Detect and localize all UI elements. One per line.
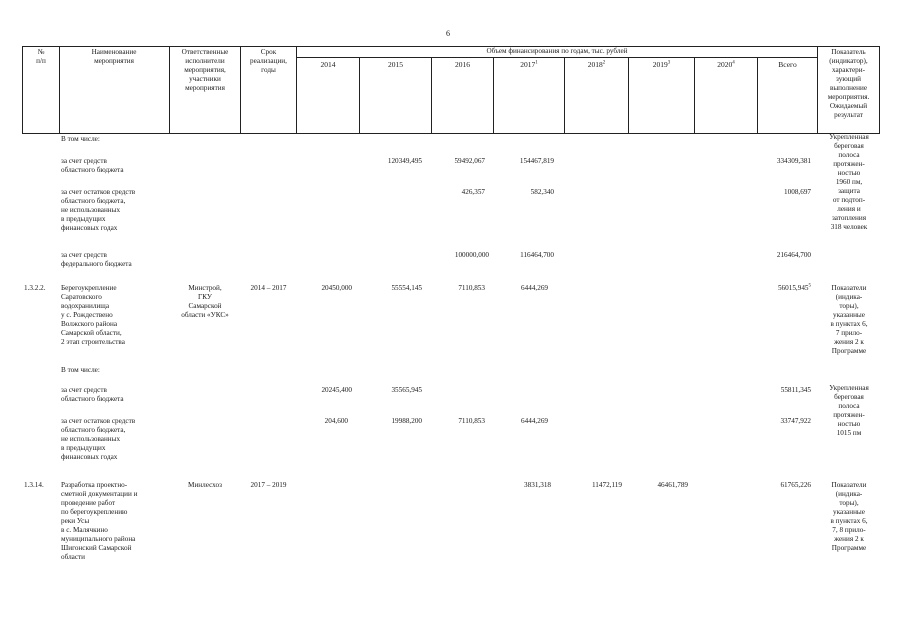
row-federal-budget-2017: 116464,700 [520,251,554,259]
row-1-3-2-2-responsible: Минстрой, ГКУ Самарской области «УКС» [181,284,229,319]
row-1-3-14-responsible: Минлесхоз [188,481,222,489]
year-2016: 2016 [455,60,470,69]
row-federal-budget-2016: 100000,000 [454,251,489,259]
row-1-3-14-2017: 3831,318 [524,481,551,489]
row-1-3-14-2019: 46461,789 [657,481,688,489]
row-1-3-2-2-num: 1.3.2.2. [24,284,46,292]
year-total: Всего [778,60,797,69]
row-2-remaining-funds-2014: 204,600 [324,417,348,425]
row-1-3-2-2-term: 2014 – 2017 [250,284,287,292]
row-2-regional-budget-2015: 35565,945 [391,386,422,394]
row-remaining-funds-2016: 426,357 [461,188,485,196]
row-1-3-14-total: 61765,226 [780,481,811,489]
row-2-remaining-funds-2017: 6444,269 [521,417,548,425]
row-1-3-2-2-total: 56015,945$^5$ [777,283,811,292]
year-2020: 2020$^4$ [717,60,735,69]
row-1-3-2-2-2015: 55554,145 [391,284,422,292]
row-1-3-2-2-2014: 20450,000 [321,284,352,292]
row-1-3-2-2-indicator: Показатели (индика- торы), указанные в пунктах 6, 7 прило- жения 2 к Программе [830,284,868,355]
row-2-regional-budget-name: за счет средств областного бюджета [61,386,124,403]
row-2-regional-budget-2014: 20245,400 [321,386,352,394]
header-col-indicator: Показатель (индикатор), характери- зующий выполнение мероприятия. Ожидаемый результат [827,48,870,119]
row-regional-budget-2017: 154467,819 [519,157,554,165]
header-financing-title: Объем финансирования по годам, тыс. рублей [486,47,628,55]
year-2017: 2017$^1$ [520,60,538,69]
row-2-remaining-funds-2016: 7110,853 [458,417,485,425]
row-2-remaining-funds-name: за счет остатков средств областного бюджета, не использованных в предыдущих финансовых годах [61,417,136,461]
row-remaining-funds-name: за счет остатков средств областного бюджета, не использованных в предыдущих финансовых годах [61,188,136,232]
row-2-remaining-funds-total: 33747,922 [780,417,811,425]
header-col-name: Наименование мероприятия [91,48,137,65]
row-1-3-14-2018: 11472,119 [591,481,622,489]
row-2-remaining-funds-2015: 19988,200 [391,417,422,425]
indicator-result-1: Укрепленная береговая полоса протяжен- ностью 1960 пм, защита от подтоп- ления и затопления 318 человек [829,133,869,231]
year-2014: 2014 [320,60,336,69]
row-1-3-14-indicator: Показатели (индика- торы), указанные в пунктах 6, 7, 8 прило- жения 2 к Программе [830,481,868,552]
row-federal-budget-name: за счет средств федерального бюджета [61,251,132,268]
row-in-that-number-2: В том числе: [61,366,100,374]
header-col-num: № п/п [36,48,46,65]
row-1-3-14-name: Разработка проектно- сметной документации и проведение работ по берегоукреплению реки Усы в с. Малячкино муниципального района Шигонский Самарской области [61,481,138,561]
row-1-3-2-2-name: Берегоукрепление Саратовского водохранилища у с. Рождествено Волжского района Самарской области, 2 этап строительства [61,284,125,346]
row-remaining-funds-2017: 582,340 [530,188,554,196]
row-1-3-14-num: 1.3.14. [24,481,44,489]
year-2019: 2019$^3$ [652,60,671,69]
header-col-term: Срок реализации, годы [250,48,287,74]
row-regional-budget-total: 334309,381 [776,157,811,165]
row-regional-budget-name: за счет средств областного бюджета [61,157,124,174]
indicator-result-2: Укрепленная береговая полоса протяжен- ностью 1015 пм [829,384,869,437]
row-1-3-2-2-2017: 6444,269 [521,284,548,292]
row-federal-budget-total: 216464,700 [776,251,811,259]
page-number: 6 [446,29,450,38]
row-1-3-14-term: 2017 – 2019 [250,481,287,489]
row-remaining-funds-total: 1008,697 [784,188,811,196]
year-2018: 2018$^2$ [587,60,606,69]
row-regional-budget-2016: 59492,067 [454,157,485,165]
header-col-responsible: Ответственные исполнители мероприятия, участники мероприятия [181,48,229,92]
row-in-that-number-1: В том числе: [61,135,100,143]
year-2015: 2015 [388,60,403,69]
row-2-regional-budget-total: 55811,345 [780,386,811,394]
row-1-3-2-2-2016: 7110,853 [458,284,485,292]
row-regional-budget-2015: 120349,495 [387,157,422,165]
